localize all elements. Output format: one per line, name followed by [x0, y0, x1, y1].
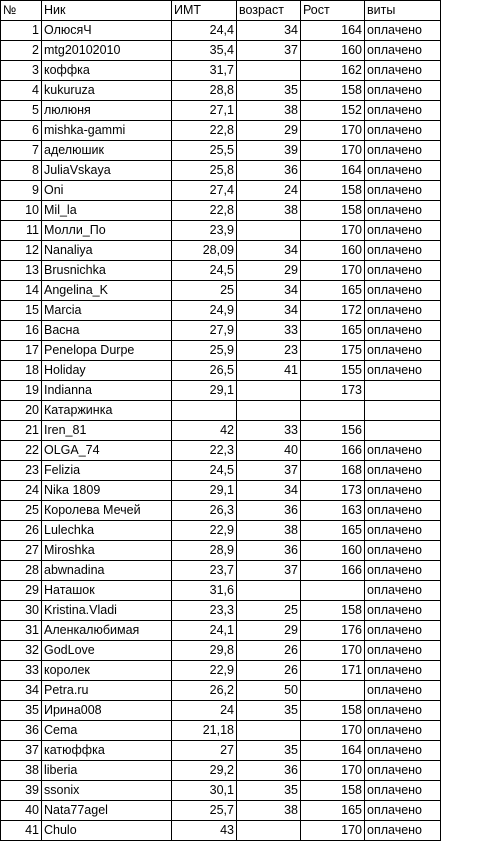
cell-no[interactable]: 30: [1, 601, 42, 621]
cell-height[interactable]: 165: [301, 521, 365, 541]
cell-no[interactable]: 31: [1, 621, 42, 641]
cell-age[interactable]: 38: [237, 521, 301, 541]
cell-age[interactable]: 50: [237, 681, 301, 701]
table-row: [1, 621, 441, 641]
cell-imt[interactable]: 24,5: [172, 261, 237, 281]
cell-height[interactable]: 160: [301, 241, 365, 261]
table-row: [1, 641, 441, 661]
cell-nick[interactable]: Cema: [42, 721, 172, 741]
cell-age[interactable]: [237, 401, 301, 421]
cell-vity[interactable]: оплачено: [365, 161, 441, 181]
table-row: [1, 701, 441, 721]
cell-imt[interactable]: 24: [172, 701, 237, 721]
cell-imt[interactable]: 25: [172, 281, 237, 301]
cell-no[interactable]: 15: [1, 301, 42, 321]
cell-age[interactable]: 34: [237, 481, 301, 501]
cell-no[interactable]: 22: [1, 441, 42, 461]
table-row: [1, 561, 441, 581]
cell-imt[interactable]: 25,7: [172, 801, 237, 821]
table-row: [1, 601, 441, 621]
cell-vity[interactable]: оплачено: [365, 281, 441, 301]
cell-nick[interactable]: Nika 1809: [42, 481, 172, 501]
cell-imt[interactable]: 21,18: [172, 721, 237, 741]
cell-no[interactable]: 27: [1, 541, 42, 561]
table-row: [1, 361, 441, 381]
cell-age[interactable]: 36: [237, 501, 301, 521]
cell-height[interactable]: 158: [301, 781, 365, 801]
cell-age[interactable]: 35: [237, 781, 301, 801]
table-row: [1, 141, 441, 161]
cell-no[interactable]: 20: [1, 401, 42, 421]
table-row: [1, 21, 441, 41]
table-row: [1, 681, 441, 701]
cell-no[interactable]: 17: [1, 341, 42, 361]
cell-age[interactable]: 35: [237, 701, 301, 721]
cell-nick[interactable]: Marcia: [42, 301, 172, 321]
table-row: [1, 241, 441, 261]
cell-age[interactable]: 34: [237, 241, 301, 261]
cell-age[interactable]: [237, 61, 301, 81]
cell-no[interactable]: 40: [1, 801, 42, 821]
cell-nick[interactable]: Васна: [42, 321, 172, 341]
cell-nick[interactable]: Miroshka: [42, 541, 172, 561]
cell-nick[interactable]: kukuruza: [42, 81, 172, 101]
cell-height[interactable]: 158: [301, 181, 365, 201]
cell-imt[interactable]: 24,1: [172, 621, 237, 641]
cell-age[interactable]: 39: [237, 141, 301, 161]
cell-age[interactable]: [237, 821, 301, 841]
cell-nick[interactable]: Nata77agel: [42, 801, 172, 821]
cell-height[interactable]: 165: [301, 801, 365, 821]
cell-vity[interactable]: оплачено: [365, 481, 441, 501]
cell-height[interactable]: 160: [301, 41, 365, 61]
cell-nick[interactable]: Petra.ru: [42, 681, 172, 701]
cell-height[interactable]: 155: [301, 361, 365, 381]
cell-height[interactable]: 170: [301, 221, 365, 241]
table-row: [1, 421, 441, 441]
cell-imt[interactable]: 35,4: [172, 41, 237, 61]
cell-height[interactable]: 158: [301, 601, 365, 621]
cell-no[interactable]: 23: [1, 461, 42, 481]
table-row: [1, 61, 441, 81]
cell-height[interactable]: 173: [301, 381, 365, 401]
cell-height[interactable]: [301, 681, 365, 701]
cell-age[interactable]: 37: [237, 461, 301, 481]
cell-nick[interactable]: Felizia: [42, 461, 172, 481]
cell-no[interactable]: 18: [1, 361, 42, 381]
cell-age[interactable]: 34: [237, 281, 301, 301]
cell-no[interactable]: 4: [1, 81, 42, 101]
table-row: [1, 81, 441, 101]
cell-imt[interactable]: 23,7: [172, 561, 237, 581]
cell-height[interactable]: 166: [301, 561, 365, 581]
cell-nick[interactable]: ssonix: [42, 781, 172, 801]
cell-vity[interactable]: оплачено: [365, 181, 441, 201]
cell-no[interactable]: 26: [1, 521, 42, 541]
cell-vity[interactable]: [365, 421, 441, 441]
cell-vity[interactable]: оплачено: [365, 241, 441, 261]
cell-imt[interactable]: 25,5: [172, 141, 237, 161]
cell-no[interactable]: 38: [1, 761, 42, 781]
cell-no[interactable]: 12: [1, 241, 42, 261]
cell-age[interactable]: 24: [237, 181, 301, 201]
cell-height[interactable]: [301, 401, 365, 421]
cell-vity[interactable]: оплачено: [365, 461, 441, 481]
table-row: [1, 381, 441, 401]
cell-age[interactable]: 26: [237, 641, 301, 661]
cell-imt[interactable]: 29,1: [172, 481, 237, 501]
table-row: [1, 801, 441, 821]
cell-age[interactable]: 33: [237, 421, 301, 441]
cell-nick[interactable]: Oni: [42, 181, 172, 201]
cell-nick[interactable]: mtg20102010: [42, 41, 172, 61]
table-row: [1, 661, 441, 681]
cell-vity[interactable]: оплачено: [365, 201, 441, 221]
table-row: [1, 41, 441, 61]
cell-height[interactable]: [301, 581, 365, 601]
cell-vity[interactable]: оплачено: [365, 21, 441, 41]
cell-vity[interactable]: оплачено: [365, 361, 441, 381]
cell-imt[interactable]: 26,3: [172, 501, 237, 521]
cell-height[interactable]: 158: [301, 81, 365, 101]
cell-nick[interactable]: Nanaliya: [42, 241, 172, 261]
table-row: [1, 441, 441, 461]
cell-nick[interactable]: mishka-gammi: [42, 121, 172, 141]
cell-imt[interactable]: 23,9: [172, 221, 237, 241]
cell-height[interactable]: 173: [301, 481, 365, 501]
table-row: [1, 321, 441, 341]
cell-nick[interactable]: Chulo: [42, 821, 172, 841]
cell-height[interactable]: 164: [301, 21, 365, 41]
cell-nick[interactable]: abwnadina: [42, 561, 172, 581]
cell-age[interactable]: 38: [237, 101, 301, 121]
cell-vity[interactable]: оплачено: [365, 781, 441, 801]
table-row: [1, 121, 441, 141]
header-height[interactable]: Рост: [301, 1, 365, 21]
cell-vity[interactable]: оплачено: [365, 621, 441, 641]
header-nick[interactable]: Ник: [42, 1, 172, 21]
cell-age[interactable]: 29: [237, 621, 301, 641]
cell-vity[interactable]: оплачено: [365, 121, 441, 141]
cell-imt[interactable]: 27: [172, 741, 237, 761]
table-row: [1, 461, 441, 481]
table-row: [1, 161, 441, 181]
cell-imt[interactable]: 22,3: [172, 441, 237, 461]
cell-vity[interactable]: оплачено: [365, 61, 441, 81]
cell-imt[interactable]: 22,8: [172, 121, 237, 141]
table-row: [1, 281, 441, 301]
cell-no[interactable]: 2: [1, 41, 42, 61]
table-row: [1, 481, 441, 501]
cell-vity[interactable]: [365, 401, 441, 421]
cell-height[interactable]: 171: [301, 661, 365, 681]
cell-imt[interactable]: 30,1: [172, 781, 237, 801]
cell-vity[interactable]: [365, 381, 441, 401]
table-row: [1, 101, 441, 121]
cell-age[interactable]: [237, 581, 301, 601]
cell-vity[interactable]: оплачено: [365, 681, 441, 701]
cell-nick[interactable]: коффка: [42, 61, 172, 81]
cell-nick[interactable]: Angelina_K: [42, 281, 172, 301]
cell-imt[interactable]: 28,9: [172, 541, 237, 561]
cell-vity[interactable]: оплачено: [365, 661, 441, 681]
cell-age[interactable]: 33: [237, 321, 301, 341]
cell-no[interactable]: 8: [1, 161, 42, 181]
cell-height[interactable]: 160: [301, 541, 365, 561]
cell-age[interactable]: 29: [237, 121, 301, 141]
table-row: [1, 301, 441, 321]
cell-height[interactable]: 158: [301, 201, 365, 221]
header-imt[interactable]: ИМТ: [172, 1, 237, 21]
cell-age[interactable]: 37: [237, 41, 301, 61]
cell-height[interactable]: 170: [301, 641, 365, 661]
cell-age[interactable]: [237, 381, 301, 401]
table-row: [1, 181, 441, 201]
header-age[interactable]: возраст: [237, 1, 301, 21]
cell-imt[interactable]: 26,5: [172, 361, 237, 381]
cell-height[interactable]: 166: [301, 441, 365, 461]
cell-age[interactable]: [237, 721, 301, 741]
cell-nick[interactable]: Королева Мечей: [42, 501, 172, 521]
cell-no[interactable]: 25: [1, 501, 42, 521]
cell-vity[interactable]: оплачено: [365, 301, 441, 321]
table-row: [1, 261, 441, 281]
cell-nick[interactable]: Penelopa Durpe: [42, 341, 172, 361]
header-row: [1, 1, 441, 21]
cell-age[interactable]: 41: [237, 361, 301, 381]
table-row: [1, 721, 441, 741]
cell-vity[interactable]: оплачено: [365, 501, 441, 521]
cell-height[interactable]: 170: [301, 141, 365, 161]
cell-imt[interactable]: 25,9: [172, 341, 237, 361]
cell-nick[interactable]: Ирина008: [42, 701, 172, 721]
cell-no[interactable]: 29: [1, 581, 42, 601]
cell-no[interactable]: 16: [1, 321, 42, 341]
cell-imt[interactable]: 28,09: [172, 241, 237, 261]
table-row: [1, 341, 441, 361]
table-row: [1, 201, 441, 221]
cell-vity[interactable]: оплачено: [365, 341, 441, 361]
cell-vity[interactable]: оплачено: [365, 821, 441, 841]
cell-imt[interactable]: 27,9: [172, 321, 237, 341]
cell-imt[interactable]: 42: [172, 421, 237, 441]
cell-no[interactable]: 11: [1, 221, 42, 241]
cell-imt[interactable]: 24,5: [172, 461, 237, 481]
table-row: [1, 761, 441, 781]
cell-vity[interactable]: оплачено: [365, 561, 441, 581]
cell-height[interactable]: 164: [301, 741, 365, 761]
cell-nick[interactable]: JuliaVskaya: [42, 161, 172, 181]
cell-imt[interactable]: 29,1: [172, 381, 237, 401]
cell-no[interactable]: 14: [1, 281, 42, 301]
cell-nick[interactable]: Lulechka: [42, 521, 172, 541]
cell-age[interactable]: 23: [237, 341, 301, 361]
cell-nick[interactable]: Brusnichka: [42, 261, 172, 281]
cell-nick[interactable]: Indianna: [42, 381, 172, 401]
table-row: [1, 821, 441, 841]
cell-height[interactable]: 163: [301, 501, 365, 521]
cell-no[interactable]: 13: [1, 261, 42, 281]
cell-nick[interactable]: ОлюсяЧ: [42, 21, 172, 41]
cell-no[interactable]: 3: [1, 61, 42, 81]
cell-height[interactable]: 170: [301, 261, 365, 281]
cell-imt[interactable]: 28,8: [172, 81, 237, 101]
cell-no[interactable]: 37: [1, 741, 42, 761]
cell-age[interactable]: 29: [237, 261, 301, 281]
cell-height[interactable]: 162: [301, 61, 365, 81]
header-vity[interactable]: виты: [365, 1, 441, 21]
cell-no[interactable]: 9: [1, 181, 42, 201]
cell-nick[interactable]: Mil_la: [42, 201, 172, 221]
cell-imt[interactable]: 22,8: [172, 201, 237, 221]
cell-age[interactable]: 36: [237, 161, 301, 181]
cell-vity[interactable]: оплачено: [365, 441, 441, 461]
cell-vity[interactable]: оплачено: [365, 521, 441, 541]
cell-age[interactable]: 38: [237, 801, 301, 821]
cell-no[interactable]: 33: [1, 661, 42, 681]
cell-nick[interactable]: Наташок: [42, 581, 172, 601]
cell-no[interactable]: 41: [1, 821, 42, 841]
cell-nick[interactable]: GodLove: [42, 641, 172, 661]
cell-nick[interactable]: Iren_81: [42, 421, 172, 441]
cell-vity[interactable]: оплачено: [365, 41, 441, 61]
cell-age[interactable]: [237, 221, 301, 241]
cell-vity[interactable]: оплачено: [365, 141, 441, 161]
cell-vity[interactable]: оплачено: [365, 741, 441, 761]
cell-no[interactable]: 24: [1, 481, 42, 501]
cell-age[interactable]: 35: [237, 81, 301, 101]
cell-age[interactable]: 40: [237, 441, 301, 461]
cell-nick[interactable]: liberia: [42, 761, 172, 781]
cell-no[interactable]: 28: [1, 561, 42, 581]
cell-nick[interactable]: Holiday: [42, 361, 172, 381]
cell-no[interactable]: 5: [1, 101, 42, 121]
table-row: [1, 521, 441, 541]
cell-height[interactable]: 176: [301, 621, 365, 641]
cell-imt[interactable]: 27,1: [172, 101, 237, 121]
cell-no[interactable]: 1: [1, 21, 42, 41]
cell-age[interactable]: 36: [237, 541, 301, 561]
cell-vity[interactable]: оплачено: [365, 261, 441, 281]
table-body: [1, 21, 441, 841]
cell-age[interactable]: 34: [237, 21, 301, 41]
cell-imt[interactable]: 31,7: [172, 61, 237, 81]
table-row: [1, 741, 441, 761]
cell-height[interactable]: 156: [301, 421, 365, 441]
cell-height[interactable]: 164: [301, 161, 365, 181]
cell-height[interactable]: 170: [301, 761, 365, 781]
cell-height[interactable]: 172: [301, 301, 365, 321]
table-row: [1, 221, 441, 241]
cell-imt[interactable]: [172, 401, 237, 421]
cell-age[interactable]: 37: [237, 561, 301, 581]
cell-vity[interactable]: оплачено: [365, 541, 441, 561]
cell-age[interactable]: 36: [237, 761, 301, 781]
cell-vity[interactable]: оплачено: [365, 641, 441, 661]
cell-imt[interactable]: 22,9: [172, 661, 237, 681]
cell-no[interactable]: 34: [1, 681, 42, 701]
cell-nick[interactable]: Аленкалюбимая: [42, 621, 172, 641]
cell-vity[interactable]: оплачено: [365, 761, 441, 781]
cell-height[interactable]: 170: [301, 721, 365, 741]
cell-no[interactable]: 21: [1, 421, 42, 441]
cell-nick[interactable]: OLGA_74: [42, 441, 172, 461]
cell-vity[interactable]: оплачено: [365, 801, 441, 821]
cell-vity[interactable]: оплачено: [365, 81, 441, 101]
cell-nick[interactable]: люлюня: [42, 101, 172, 121]
cell-vity[interactable]: оплачено: [365, 601, 441, 621]
cell-height[interactable]: 165: [301, 281, 365, 301]
table-row: [1, 401, 441, 421]
cell-age[interactable]: 25: [237, 601, 301, 621]
cell-height[interactable]: 175: [301, 341, 365, 361]
cell-no[interactable]: 7: [1, 141, 42, 161]
cell-height[interactable]: 170: [301, 121, 365, 141]
cell-imt[interactable]: 29,8: [172, 641, 237, 661]
table-row: [1, 581, 441, 601]
cell-height[interactable]: 168: [301, 461, 365, 481]
cell-vity[interactable]: оплачено: [365, 101, 441, 121]
cell-imt[interactable]: 22,9: [172, 521, 237, 541]
cell-vity[interactable]: оплачено: [365, 581, 441, 601]
header-no[interactable]: №: [1, 1, 42, 21]
cell-age[interactable]: 26: [237, 661, 301, 681]
cell-nick[interactable]: королек: [42, 661, 172, 681]
cell-height[interactable]: 165: [301, 321, 365, 341]
cell-age[interactable]: 38: [237, 201, 301, 221]
cell-imt[interactable]: 27,4: [172, 181, 237, 201]
cell-imt[interactable]: 23,3: [172, 601, 237, 621]
cell-no[interactable]: 36: [1, 721, 42, 741]
cell-vity[interactable]: оплачено: [365, 221, 441, 241]
cell-height[interactable]: 170: [301, 821, 365, 841]
table-row: [1, 501, 441, 521]
cell-nick[interactable]: Катаржинка: [42, 401, 172, 421]
table-row: [1, 781, 441, 801]
cell-no[interactable]: 6: [1, 121, 42, 141]
cell-imt[interactable]: 25,8: [172, 161, 237, 181]
cell-imt[interactable]: 24,9: [172, 301, 237, 321]
cell-no[interactable]: 32: [1, 641, 42, 661]
cell-nick[interactable]: аделюшик: [42, 141, 172, 161]
cell-nick[interactable]: катюффка: [42, 741, 172, 761]
cell-no[interactable]: 35: [1, 701, 42, 721]
cell-vity[interactable]: оплачено: [365, 701, 441, 721]
cell-age[interactable]: 34: [237, 301, 301, 321]
cell-nick[interactable]: Kristina.Vladi: [42, 601, 172, 621]
cell-imt[interactable]: 29,2: [172, 761, 237, 781]
cell-age[interactable]: 35: [237, 741, 301, 761]
cell-imt[interactable]: 26,2: [172, 681, 237, 701]
cell-imt[interactable]: 31,6: [172, 581, 237, 601]
cell-height[interactable]: 152: [301, 101, 365, 121]
cell-vity[interactable]: оплачено: [365, 721, 441, 741]
cell-height[interactable]: 158: [301, 701, 365, 721]
cell-no[interactable]: 10: [1, 201, 42, 221]
cell-vity[interactable]: оплачено: [365, 321, 441, 341]
cell-imt[interactable]: 43: [172, 821, 237, 841]
cell-nick[interactable]: Молли_По: [42, 221, 172, 241]
table-row: [1, 541, 441, 561]
cell-no[interactable]: 19: [1, 381, 42, 401]
cell-imt[interactable]: 24,4: [172, 21, 237, 41]
cell-no[interactable]: 39: [1, 781, 42, 801]
